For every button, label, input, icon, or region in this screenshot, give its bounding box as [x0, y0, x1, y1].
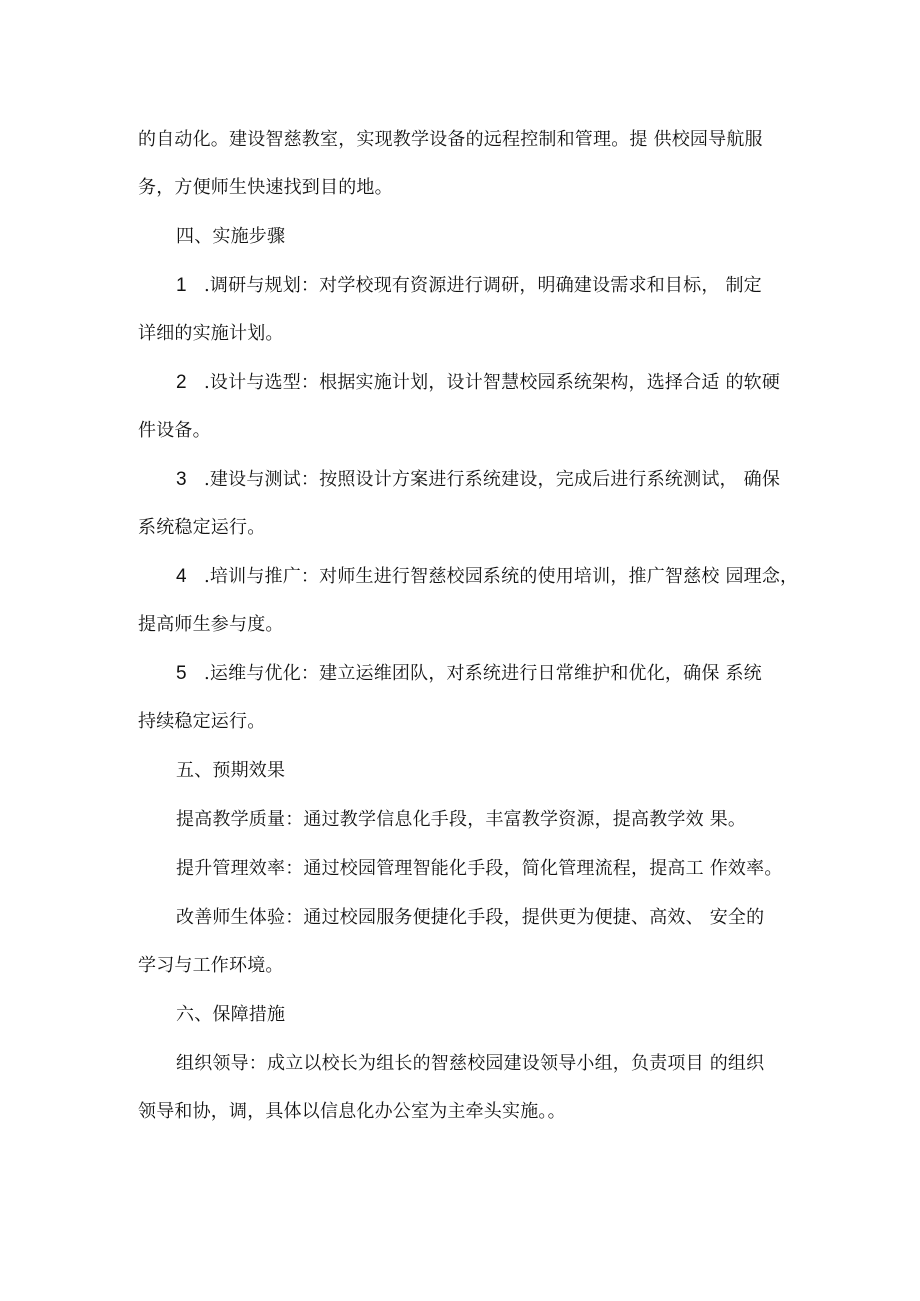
section-heading-expected-results — [138, 759, 786, 783]
safeguard-line-2: 领导和协，调，具体以信息化办公室为主牵头实施。。 — [138, 1101, 566, 1122]
step-item-3 — [138, 468, 786, 540]
step-line-1 — [138, 371, 786, 395]
step-line-1 — [138, 274, 786, 298]
effect-item-teaching-quality — [138, 808, 786, 832]
heading-text: 五、预期效果 — [176, 760, 286, 781]
document-body — [138, 128, 799, 1124]
step-line-2: 件设备。 — [138, 420, 211, 441]
step-text: .建设与测试：按照设计方案进行系统建设，完成后进行系统测试， 确保 — [204, 469, 781, 490]
step-item-2 — [138, 371, 786, 443]
safeguard-item-organization — [138, 1052, 786, 1124]
step-line-2: 详细的实施计划。 — [138, 323, 284, 344]
step-line-2: 系统稳定运行。 — [138, 517, 266, 538]
effect-item-experience — [138, 906, 786, 978]
step-line-2: 提高师生参与度。 — [138, 614, 284, 635]
step-item-1 — [138, 274, 786, 346]
section-heading-implementation-steps — [138, 225, 786, 249]
heading-text: 六、保障措施 — [176, 1004, 286, 1025]
step-line-2: 持续稳定运行。 — [138, 711, 266, 732]
step-text: .设计与选型：根据实施计划，设计智慧校园系统架构，选择合适 的软硬 — [204, 372, 781, 393]
step-item-5 — [138, 662, 786, 734]
step-line-1 — [138, 468, 786, 492]
effect-line-1: 改善师生体验：通过校园服务便捷化手段，提供更为便捷、高效、 安全的 — [176, 907, 765, 928]
effect-line-2: 学习与工作环境。 — [138, 955, 284, 976]
step-number: 2 — [176, 372, 187, 393]
step-number: 4 — [176, 566, 187, 587]
intro-line-2: 务，方便师生快速找到目的地。 — [138, 177, 393, 198]
intro-line-1: 的自动化。建设智慈教室，实现教学设备的远程控制和管理。提 供校园导航服 — [138, 129, 763, 150]
step-text: .调研与规划：对学校现有资源进行调研，明确建设需求和目标， 制定 — [204, 275, 762, 296]
step-number: 1 — [176, 275, 187, 296]
step-text: .培训与推广：对师生进行智慈校园系统的使用培训，推广智慈校 园理念， — [204, 566, 799, 587]
paragraph-intro — [138, 128, 786, 200]
step-item-4 — [138, 565, 799, 637]
step-number: 3 — [176, 469, 187, 490]
heading-text: 四、实施步骤 — [176, 226, 286, 247]
effect-item-management-efficiency — [138, 857, 786, 881]
section-heading-safeguards — [138, 1003, 786, 1027]
step-text: .运维与优化：建立运维团队，对系统进行日常维护和优化，确保 系统 — [204, 663, 762, 684]
step-number: 5 — [176, 663, 187, 684]
effect-text: 提高教学质量：通过教学信息化手段，丰富教学资源，提高教学效 果。 — [176, 809, 747, 830]
step-line-1 — [138, 565, 799, 589]
step-line-1 — [138, 662, 786, 686]
safeguard-line-1: 组织领导：成立以校长为组长的智慈校园建设领导小组，负责项目 的组织 — [176, 1053, 765, 1074]
effect-text: 提升管理效率：通过校园管理智能化手段，简化管理流程，提高工 作效率。 — [176, 858, 783, 879]
